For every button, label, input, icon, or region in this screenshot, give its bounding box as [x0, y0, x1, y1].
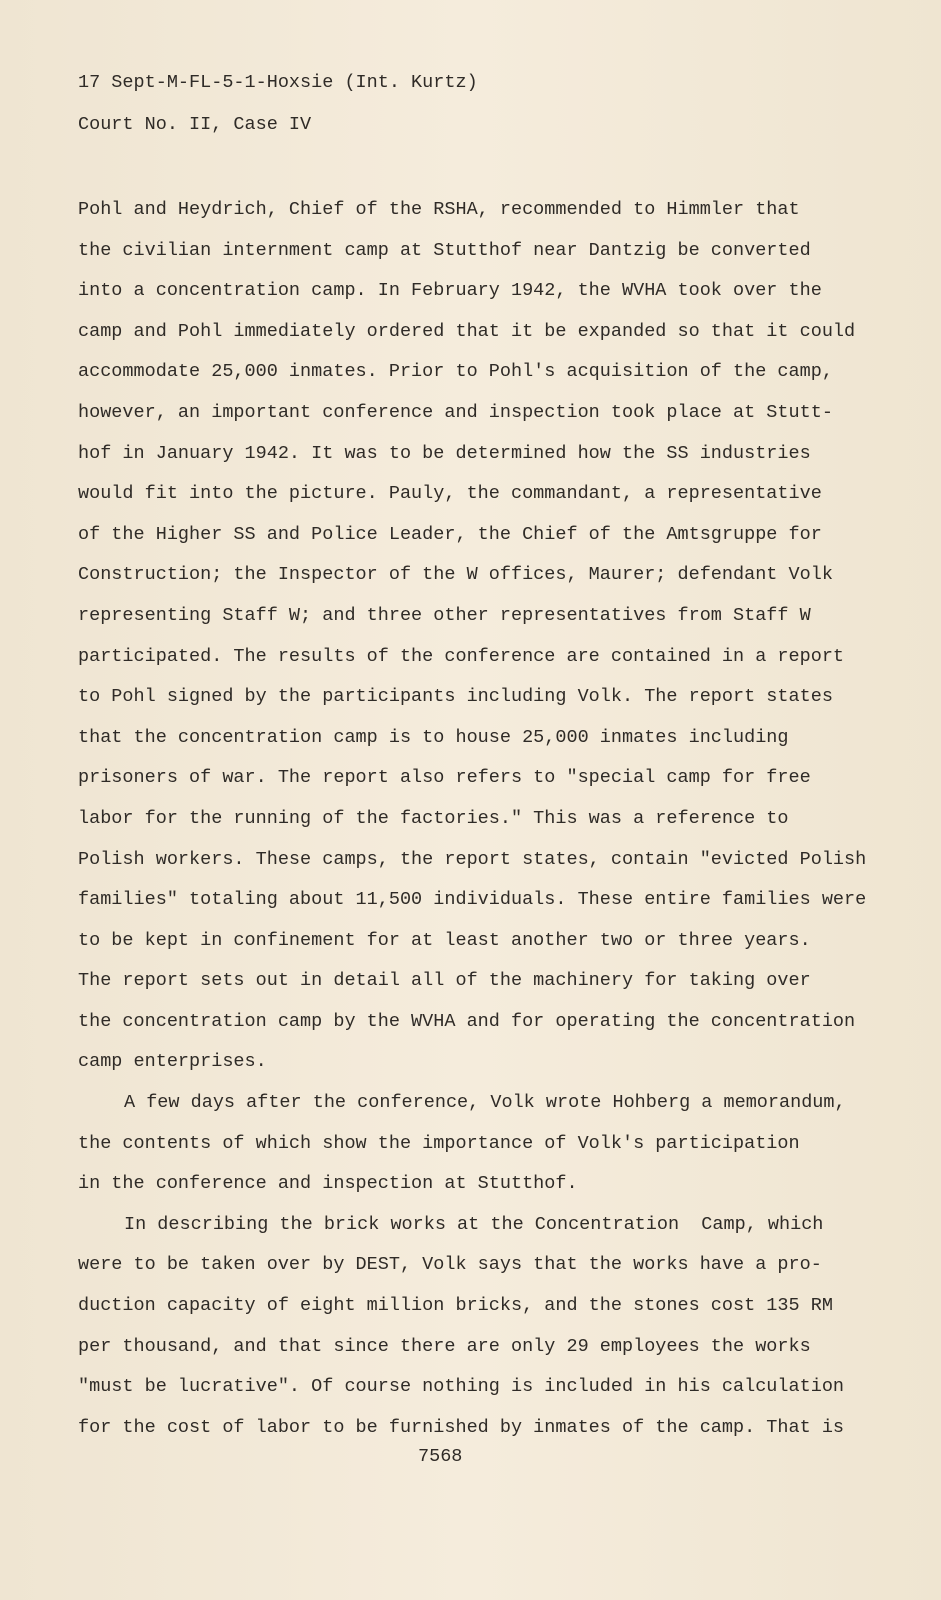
text-line: into a concentration camp. In February 1942, the WVHA took over the: [78, 280, 822, 302]
text-line: the civilian internment camp at Stutthof near Dantzig be converted: [78, 239, 811, 261]
text-line: camp enterprises.: [78, 1051, 267, 1073]
text-line: Pohl and Heydrich, Chief of the RSHA, recommended to Himmler that: [78, 199, 800, 220]
text-line: however, an important conference and inspection took place at Stutt-: [78, 401, 833, 423]
text-line: The report sets out in detail all of the machinery for taking over: [78, 970, 811, 992]
text-line: representing Staff W; and three other representatives from Staff W: [78, 604, 811, 626]
text-line: prisoners of war. The report also refers to "special camp for free: [78, 767, 811, 789]
text-line: to Pohl signed by the participants including Volk. The report states: [78, 686, 833, 708]
text-line: hof in January 1942. It was to be determined how the SS industries: [78, 442, 811, 464]
text-line: would fit into the picture. Pauly, the commandant, a representative: [78, 483, 822, 505]
text-line: camp and Pohl immediately ordered that it be expanded so that it could: [78, 320, 856, 342]
text-line: per thousand, and that since there are only 29 employees the works: [78, 1335, 811, 1357]
text-line: the concentration camp by the WVHA and for operating the concentration: [78, 1010, 856, 1032]
text-line: that the concentration camp is to house 25,000 inmates including: [78, 726, 789, 748]
text-line: labor for the running of the factories." This was a reference to: [78, 807, 789, 829]
text-line: in the conference and inspection at Stutthof.: [78, 1173, 578, 1195]
header-line-2: Court No. II, Case IV: [78, 114, 312, 135]
header-line-1: 17 Sept-M-FL-5-1-Hoxsie (Int. Kurtz): [78, 72, 478, 93]
text-line: "must be lucrative". Of course nothing is included in his calculation: [78, 1376, 845, 1398]
page-number: 7568: [418, 1446, 463, 1467]
text-line: In describing the brick works at the Concentration Camp, which: [124, 1213, 824, 1235]
text-line: duction capacity of eight million bricks, and the stones cost 135 RM: [78, 1295, 833, 1317]
text-line: A few days after the conference, Volk wrote Hohberg a memorandum,: [124, 1092, 846, 1114]
text-line: participated. The results of the conference are contained in a report: [78, 645, 845, 667]
text-line: for the cost of labor to be furnished by inmates of the camp. That is: [78, 1416, 845, 1438]
text-line: accommodate 25,000 inmates. Prior to Pohl's acquisition of the camp,: [78, 361, 833, 383]
text-line: were to be taken over by DEST, Volk says that the works have a pro-: [78, 1254, 822, 1276]
text-line: of the Higher SS and Police Leader, the Chief of the Amtsgruppe for: [78, 523, 822, 545]
text-line: Construction; the Inspector of the W offices, Maurer; defendant Volk: [78, 564, 833, 586]
text-line: families" totaling about 11,500 individuals. These entire families were: [78, 889, 867, 911]
text-line: to be kept in confinement for at least another two or three years.: [78, 929, 811, 951]
text-line: the contents of which show the importance of Volk's participation: [78, 1132, 800, 1154]
document-body: [78, 190, 866, 1448]
text-line: Polish workers. These camps, the report states, contain "evicted Polish: [78, 848, 867, 870]
